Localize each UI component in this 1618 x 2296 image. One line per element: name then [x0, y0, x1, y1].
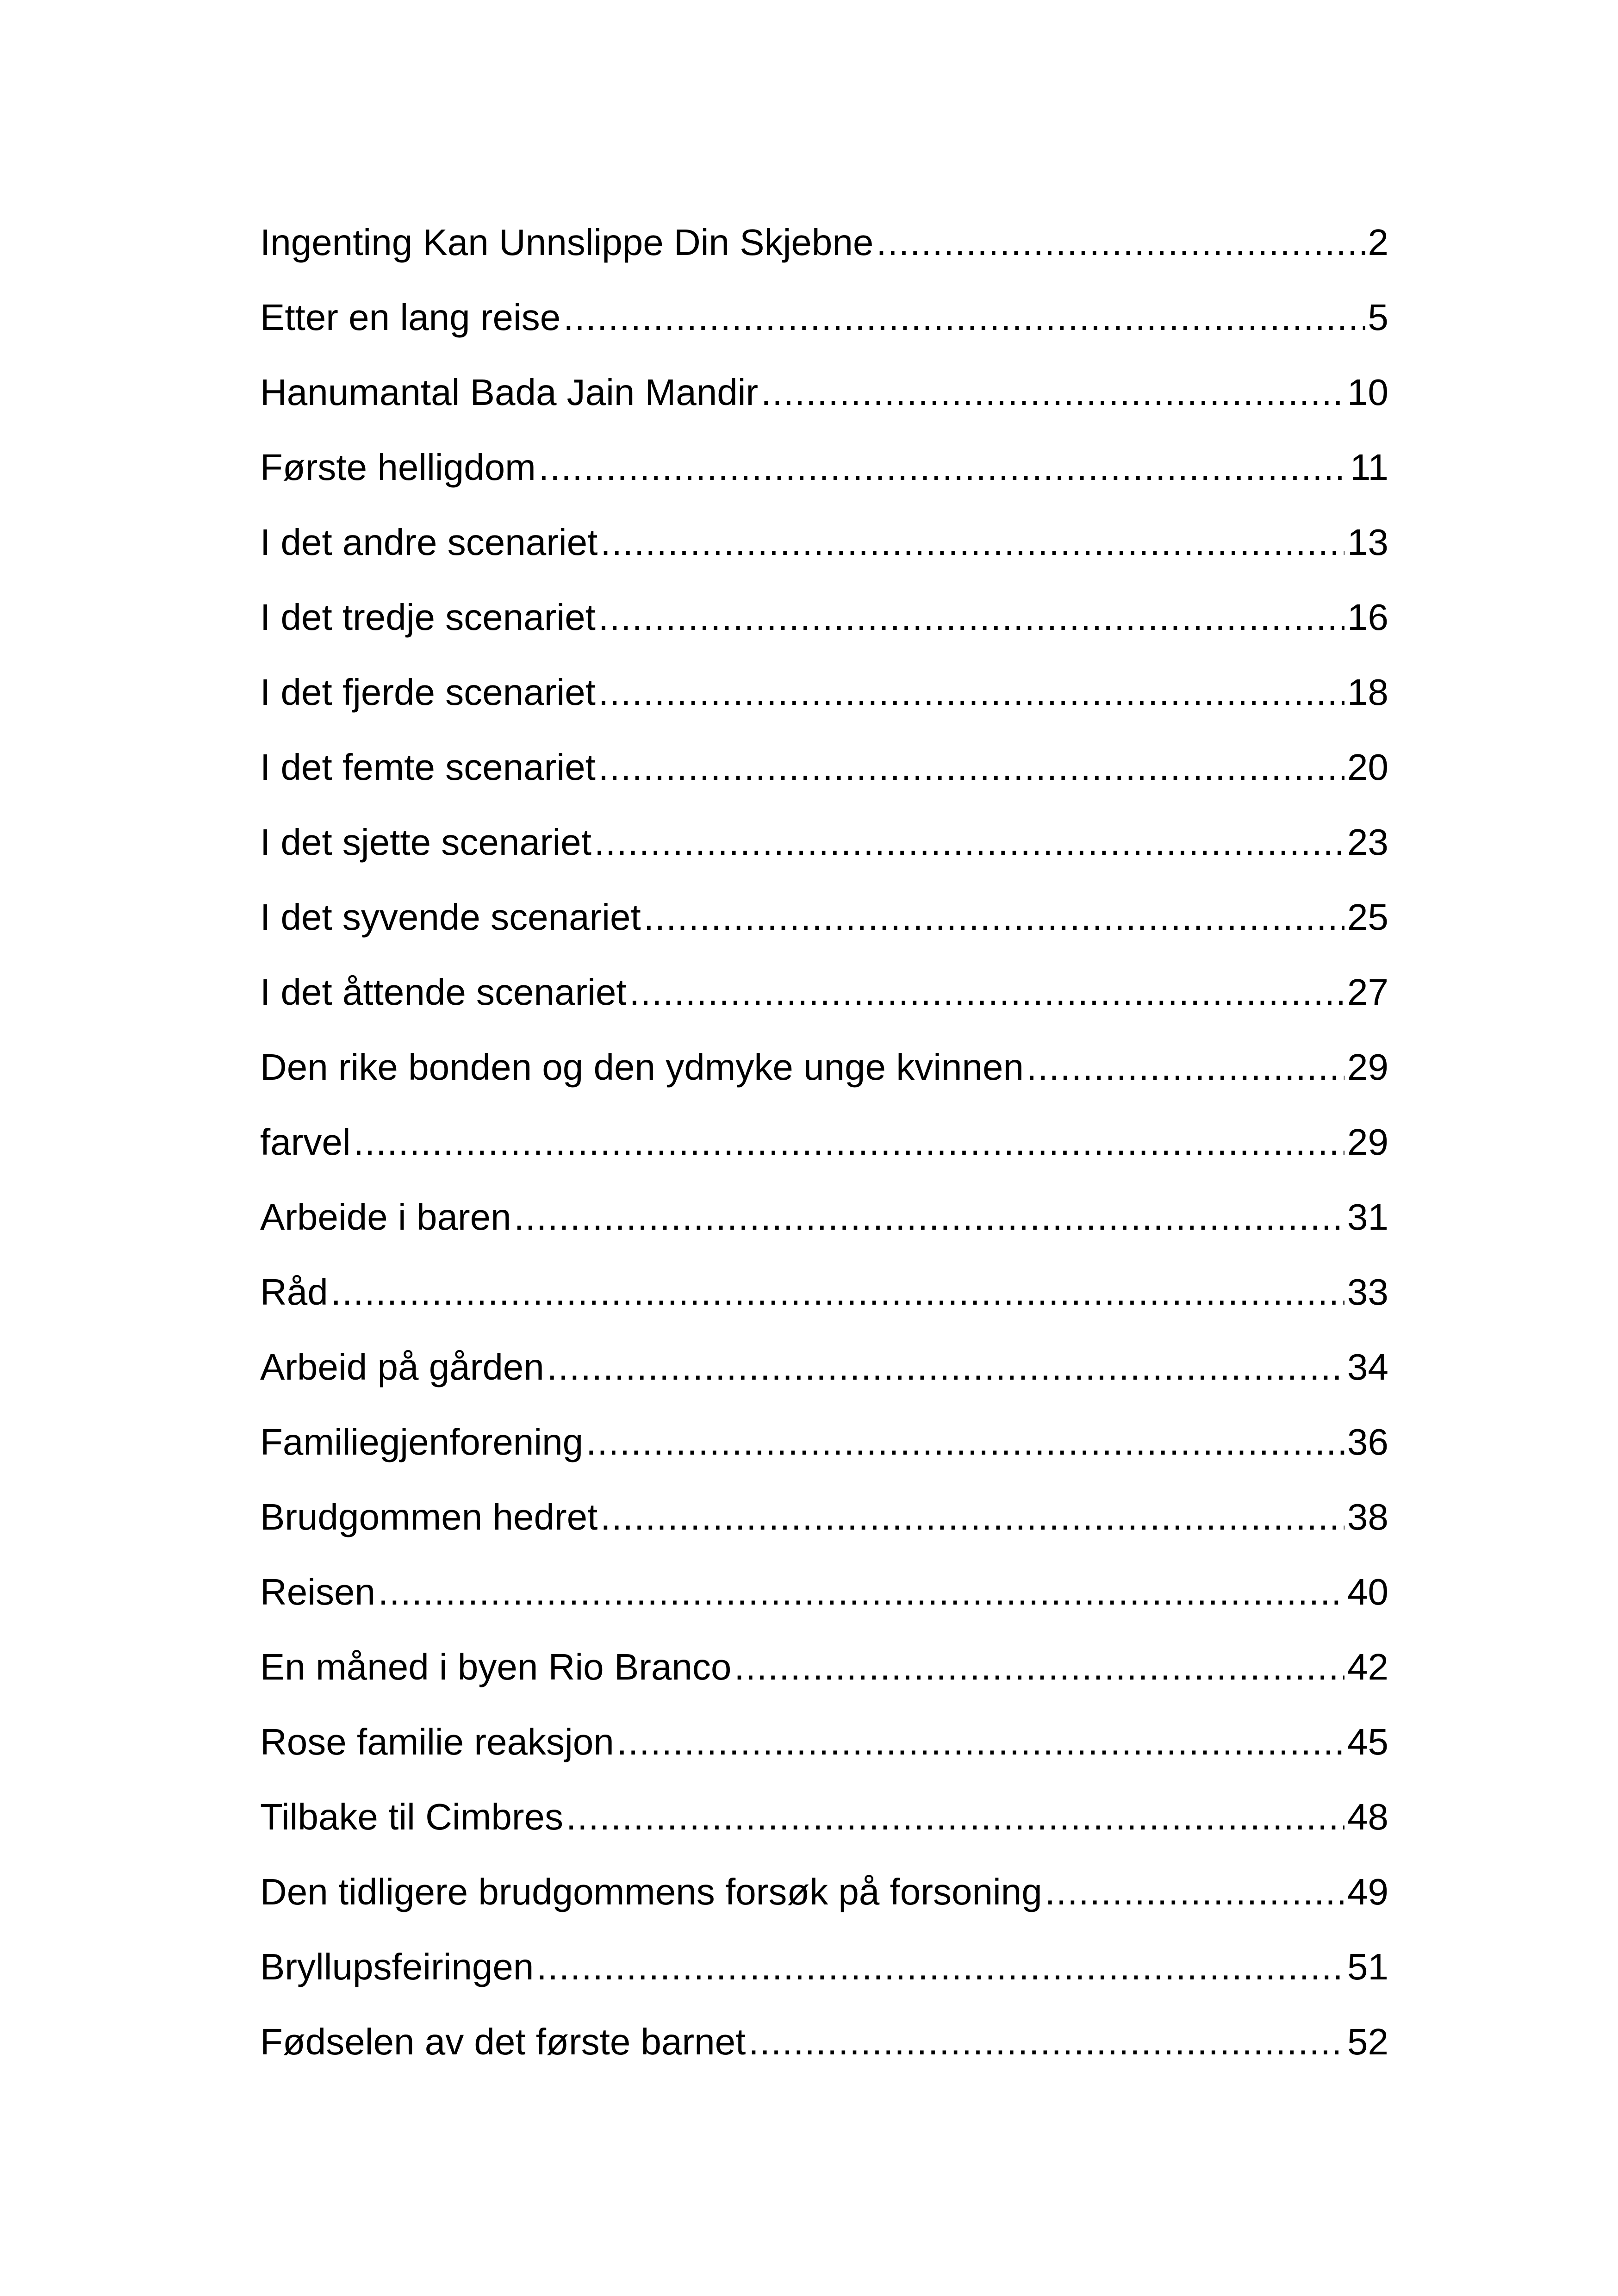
toc-entry-title: Arbeid på gården [260, 1346, 544, 1388]
toc-entry[interactable] [260, 813, 1388, 888]
toc-entry-page: 36 [1347, 1421, 1388, 1462]
toc-entry-page: 18 [1347, 672, 1388, 713]
dot-leader [598, 588, 1344, 647]
toc-entry[interactable] [260, 288, 1388, 363]
toc-entry-page: 20 [1347, 747, 1388, 788]
toc-entry-page: 48 [1347, 1796, 1388, 1837]
toc-entry-title: Første helligdom [260, 447, 536, 488]
toc-entry-page: 5 [1368, 297, 1388, 338]
dot-leader [378, 1562, 1344, 1622]
toc-entry-title: Brudgommen hedret [260, 1496, 598, 1537]
toc-entry-page: 31 [1347, 1196, 1388, 1238]
toc-entry-title: En måned i byen Rio Branco [260, 1646, 732, 1687]
toc-entry[interactable] [260, 1338, 1388, 1412]
toc-entry-title: I det fjerde scenariet [260, 672, 596, 713]
dot-leader [617, 1712, 1344, 1772]
toc-entry-page: 52 [1347, 2021, 1388, 2062]
toc-entry-title: I det femte scenariet [260, 747, 596, 788]
toc-entry[interactable] [260, 1038, 1388, 1113]
dot-leader [563, 288, 1365, 347]
dot-leader [331, 1263, 1344, 1322]
toc-entry[interactable] [260, 1113, 1388, 1188]
toc-entry[interactable] [260, 1562, 1388, 1637]
dot-leader [354, 1113, 1344, 1172]
toc-entry[interactable] [260, 1862, 1388, 1937]
toc-entry[interactable] [260, 363, 1388, 438]
toc-entry-page: 25 [1347, 896, 1388, 938]
dot-leader [734, 1637, 1344, 1697]
toc-entry[interactable] [260, 738, 1388, 813]
dot-leader [644, 888, 1344, 947]
toc-entry-page: 23 [1347, 821, 1388, 863]
dot-leader [598, 663, 1344, 722]
toc-entry-title: Den tidligere brudgommens forsøk på forsoning [260, 1871, 1042, 1912]
toc-entry-title: Familiegjenforening [260, 1421, 584, 1462]
toc-entry-page: 13 [1347, 522, 1388, 563]
dot-leader [876, 213, 1365, 272]
dot-leader [600, 513, 1344, 572]
dot-leader [566, 1787, 1344, 1847]
toc-entry[interactable] [260, 1937, 1388, 2012]
dot-leader [539, 438, 1347, 497]
toc-entry-page: 29 [1347, 1121, 1388, 1163]
toc-entry-title: Fødselen av det første barnet [260, 2021, 746, 2062]
toc-entry-page: 40 [1347, 1571, 1388, 1612]
toc-entry[interactable] [260, 2012, 1388, 2087]
toc-entry-page: 49 [1347, 1871, 1388, 1912]
table-of-contents [260, 213, 1388, 2087]
toc-entry[interactable] [260, 1263, 1388, 1338]
toc-entry-page: 51 [1347, 1946, 1388, 1987]
toc-entry-title: I det åttende scenariet [260, 971, 627, 1013]
toc-entry-page: 45 [1347, 1721, 1388, 1762]
toc-entry[interactable] [260, 1787, 1388, 1862]
toc-entry-page: 10 [1347, 372, 1388, 413]
toc-entry-title: Råd [260, 1271, 328, 1313]
toc-entry-page: 38 [1347, 1496, 1388, 1537]
toc-entry[interactable] [260, 1412, 1388, 1487]
toc-entry-page: 29 [1347, 1046, 1388, 1088]
toc-entry-page: 11 [1350, 447, 1388, 488]
toc-entry[interactable] [260, 513, 1388, 588]
toc-entry[interactable] [260, 963, 1388, 1038]
toc-entry-title: Bryllupsfeiringen [260, 1946, 534, 1987]
toc-entry[interactable] [260, 888, 1388, 963]
toc-entry-page: 16 [1347, 597, 1388, 638]
dot-leader [594, 813, 1344, 872]
toc-entry[interactable] [260, 1637, 1388, 1712]
dot-leader [547, 1338, 1344, 1397]
toc-entry-page: 42 [1347, 1646, 1388, 1687]
toc-entry[interactable] [260, 588, 1388, 663]
dot-leader [1027, 1038, 1344, 1097]
dot-leader [600, 1487, 1344, 1547]
dot-leader [598, 738, 1344, 797]
toc-entry-title: I det andre scenariet [260, 522, 598, 563]
toc-entry-title: I det syvende scenariet [260, 896, 641, 938]
toc-entry-title: Den rike bonden og den ydmyke unge kvinnen [260, 1046, 1024, 1088]
dot-leader [761, 363, 1344, 422]
toc-entry-title: farvel [260, 1121, 351, 1163]
toc-entry[interactable] [260, 1712, 1388, 1787]
toc-entry[interactable] [260, 663, 1388, 738]
toc-entry-page: 2 [1368, 222, 1388, 263]
dot-leader [586, 1412, 1344, 1472]
toc-entry-title: Rose familie reaksjon [260, 1721, 614, 1762]
toc-entry[interactable] [260, 438, 1388, 513]
dot-leader [629, 963, 1344, 1022]
toc-entry-title: I det sjette scenariet [260, 821, 591, 863]
dot-leader [1045, 1862, 1344, 1922]
toc-entry[interactable] [260, 213, 1388, 288]
toc-entry-title: Reisen [260, 1571, 376, 1612]
toc-entry-title: I det tredje scenariet [260, 597, 596, 638]
toc-entry-title: Tilbake til Cimbres [260, 1796, 563, 1837]
toc-entry-title: Etter en lang reise [260, 297, 561, 338]
toc-entry-page: 34 [1347, 1346, 1388, 1388]
toc-entry-title: Ingenting Kan Unnslippe Din Skjebne [260, 222, 874, 263]
toc-entry-page: 27 [1347, 971, 1388, 1013]
toc-entry-title: Arbeide i baren [260, 1196, 511, 1238]
dot-leader [536, 1937, 1344, 1997]
toc-entry-page: 33 [1347, 1271, 1388, 1313]
toc-entry[interactable] [260, 1188, 1388, 1263]
toc-entry[interactable] [260, 1487, 1388, 1562]
dot-leader [748, 2012, 1344, 2072]
dot-leader [514, 1188, 1344, 1247]
toc-entry-title: Hanumantal Bada Jain Mandir [260, 372, 759, 413]
